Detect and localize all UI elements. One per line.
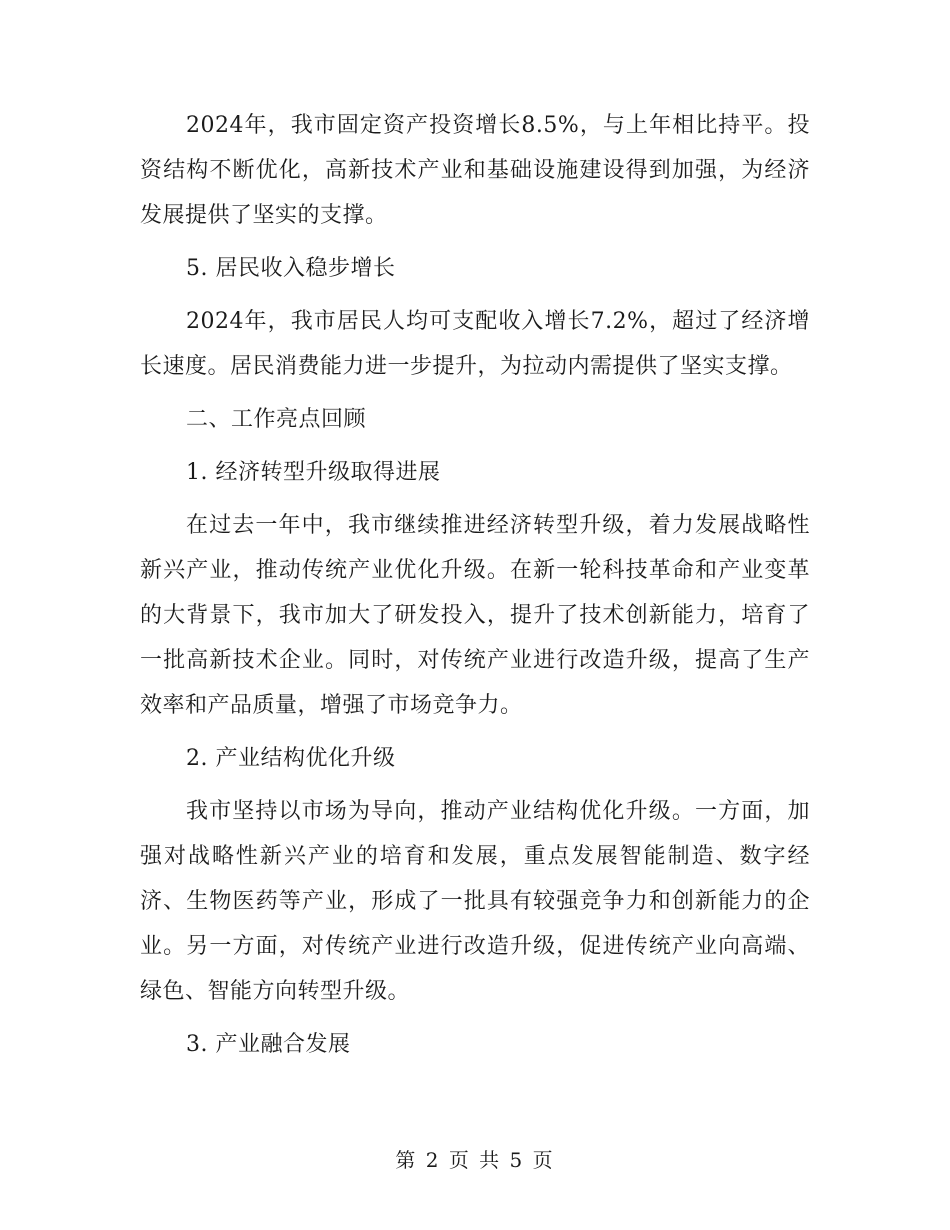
document-body bbox=[140, 103, 810, 1075]
heading-industrial-structure: 2. 产业结构优化升级 bbox=[186, 746, 396, 771]
heading-resident-income: 5. 居民收入稳步增长 bbox=[186, 256, 396, 281]
paragraph-economic-transformation: 在过去一年中，我市继续推进经济转型升级，着力发展战略性新兴产业，推动传统产业优化升级。在新一轮科技革命和产业变革的大背景下，我市加大了研发投入，提升了技术创新能力，培育了一批高新技术企业。同时，对传统产业进行改造升级，提高了生产效率和产品质量，增强了市场竞争力。 bbox=[140, 513, 810, 718]
page-number-footer: 第 2 页 共 5 页 bbox=[395, 1148, 555, 1172]
paragraph-fixed-asset-investment: 2024年，我市固定资产投资增长8.5%，与上年相比持平。投资结构不断优化，高新技术产业和基础设施建设得到加强，为经济发展提供了坚实的支撑。 bbox=[140, 113, 810, 228]
section-heading-work-highlights: 二、工作亮点回顾 bbox=[186, 407, 367, 432]
heading-industrial-integration: 3. 产业融合发展 bbox=[186, 1032, 351, 1057]
heading-economic-transformation: 1. 经济转型升级取得进展 bbox=[186, 460, 441, 485]
paragraph-industrial-structure: 我市坚持以市场为导向，推动产业结构优化升级。一方面，加强对战略性新兴产业的培育和发展，重点发展智能制造、数字经济、生物医药等产业，形成了一批具有较强竞争力和创新能力的企业。另一方面，对传统产业进行改造升级，促进传统产业向高端、绿色、智能方向转型升级。 bbox=[140, 799, 810, 1004]
paragraph-resident-income: 2024年，我市居民人均可支配收入增长7.2%，超过了经济增长速度。居民消费能力进一步提升，为拉动内需提供了坚实支撑。 bbox=[140, 309, 810, 379]
